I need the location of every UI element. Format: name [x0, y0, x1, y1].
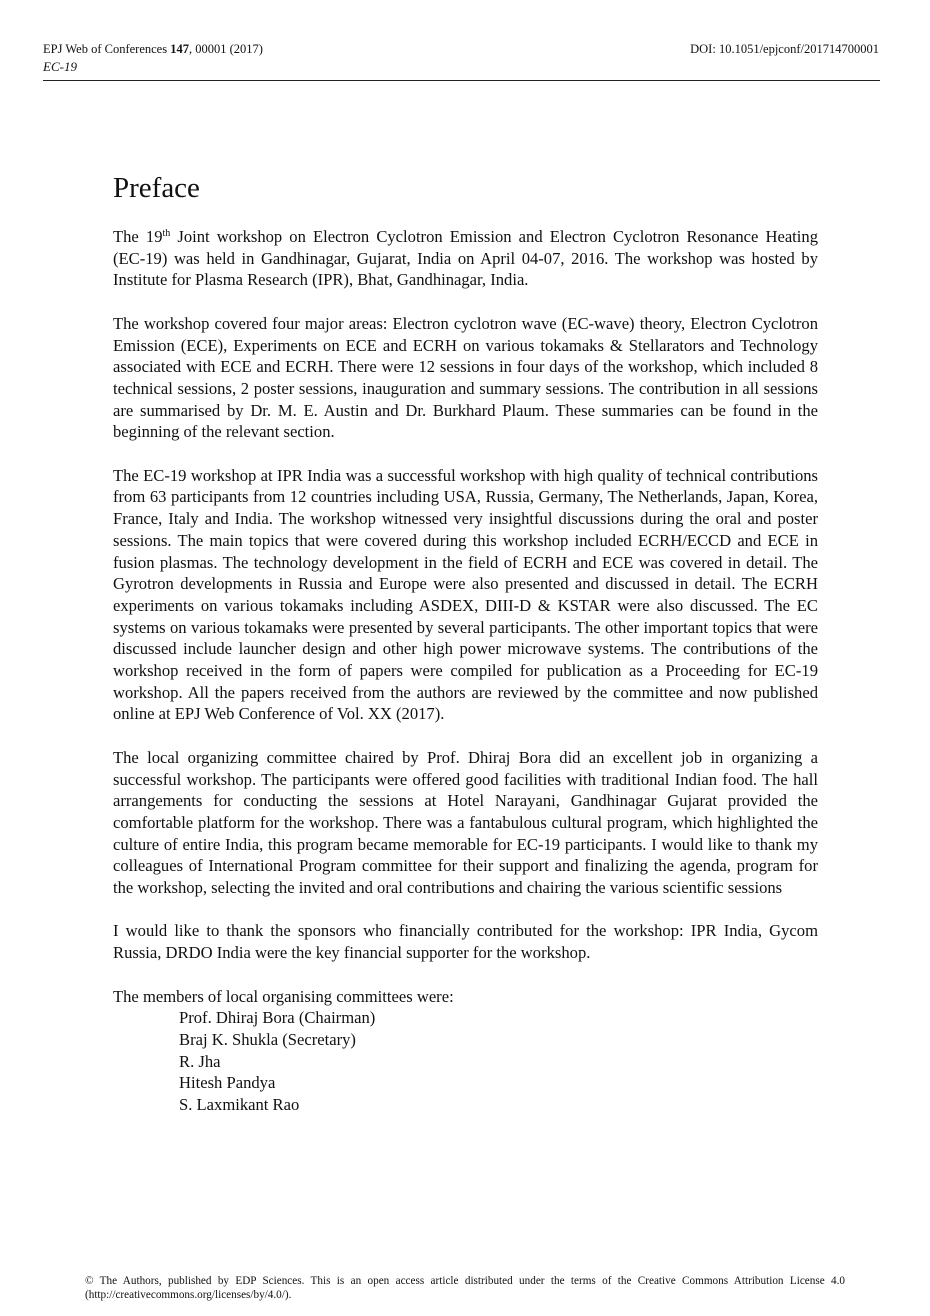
journal-citation: [43, 40, 263, 58]
paragraph-intro: [113, 226, 818, 291]
doi: DOI: 10.1051/epjconf/201714700001: [690, 42, 879, 56]
committee-members-list: [113, 1007, 818, 1116]
committee-member: Braj K. Shukla (Secretary): [179, 1029, 356, 1049]
committee-member: R. Jha: [179, 1051, 221, 1071]
paragraph-intro-rest: Joint workshop on Electron Cyclotron Emission and Electron Cyclotron Resonance Heating (EC-19) was held in Gandhinagar, Gujarat, India on April 04-07, 2016. The workshop was hosted by Institute for Plasma Research (IPR), Bhat, Gandhinagar, India.: [113, 227, 818, 290]
header-divider: [43, 80, 880, 81]
journal-volume: 147: [170, 42, 189, 56]
page-title: Preface: [113, 172, 200, 204]
ordinal-superscript: th: [162, 228, 171, 239]
committee-member: Hitesh Pandya: [179, 1073, 276, 1093]
committee-member: Prof. Dhiraj Bora (Chairman): [179, 1008, 376, 1028]
paragraph-areas: The workshop covered four major areas: Electron cyclotron wave (EC-wave) theory, Electron Cyclotron Emission (ECE), Experiments on ECE and ECRH on various tokamaks & Stellarators and Technology associated with ECE and ECRH. There were 12 sessions in four days of the workshop, which included 8 technical sessions, 2 poster sessions, inauguration and summary sessions. The contribution in all sessions are summarised by Dr. M. E. Austin and Dr. Burkhard Plaum. These summaries can be found in the beginning of the relevant section.: [113, 313, 818, 442]
body-text: [113, 226, 818, 1116]
paragraph-intro-start: The 19: [113, 227, 163, 246]
paragraph-local-committee: The local organizing committee chaired by Prof. Dhiraj Bora did an excellent job in organizing a successful workshop. The participants were offered good facilities with traditional Indian food. The hall arrangements for conducting the sessions at Hotel Narayani, Gandhinagar Gujarat provided the comfortable platform for the workshop. There was a fantabulous cultural program, which highlighted the culture of entire India, this program became memorable for EC-19 participants. I would like to thank my colleagues of International Program committee for their support and finalizing the agenda, program for the workshop, selecting the invited and oral contributions and chairing the various scientific sessions: [113, 747, 818, 898]
paragraph-sponsors: I would like to thank the sponsors who financially contributed for the workshop: IPR India, Gycom Russia, DRDO India were the key financial supporter for the workshop.: [113, 921, 818, 963]
conference-series: EC-19: [43, 59, 77, 74]
members-intro: The members of local organising committees were:: [113, 986, 454, 1006]
license-footer: © The Authors, published by EDP Sciences. This is an open access article distributed under the terms of the Creative Commons Attribution License 4.0 (http://creativecommons.org/licenses/by/4.0/).: [85, 1275, 845, 1301]
header-row: [43, 40, 879, 58]
article-number: , 00001 (2017): [188, 42, 263, 56]
paragraph-workshop-summary: The EC-19 workshop at IPR India was a successful workshop with high quality of technical contributions from 63 participants from 12 countries including USA, Russia, Germany, The Netherlands, Japan, Korea, France, Italy and India. The workshop witnessed very insightful discussions during the oral and poster sessions. The main topics that were covered during this workshop included ECRH/ECCD and ECE in fusion plasmas. The technology development in the field of ECRH and ECE was covered in detail. The Gyrotron developments in Russia and Europe were also presented and discussed in detail. The ECRH experiments on various tokamaks including ASDEX, DIII-D & KSTAR were also discussed. The EC systems on various tokamaks were presented by several participants. The other important topics that were discussed include launcher design and other high power microwave systems. The contributions of the workshop received in the form of papers were compiled for publication as a Proceeding for EC-19 workshop. All the papers received from the authors are reviewed by the committee and now published online at EPJ Web Conference of Vol. XX (2017).: [113, 465, 818, 724]
running-header: [43, 40, 879, 76]
journal-name: EPJ Web of Conferences: [43, 42, 171, 56]
committee-member: S. Laxmikant Rao: [179, 1095, 300, 1115]
